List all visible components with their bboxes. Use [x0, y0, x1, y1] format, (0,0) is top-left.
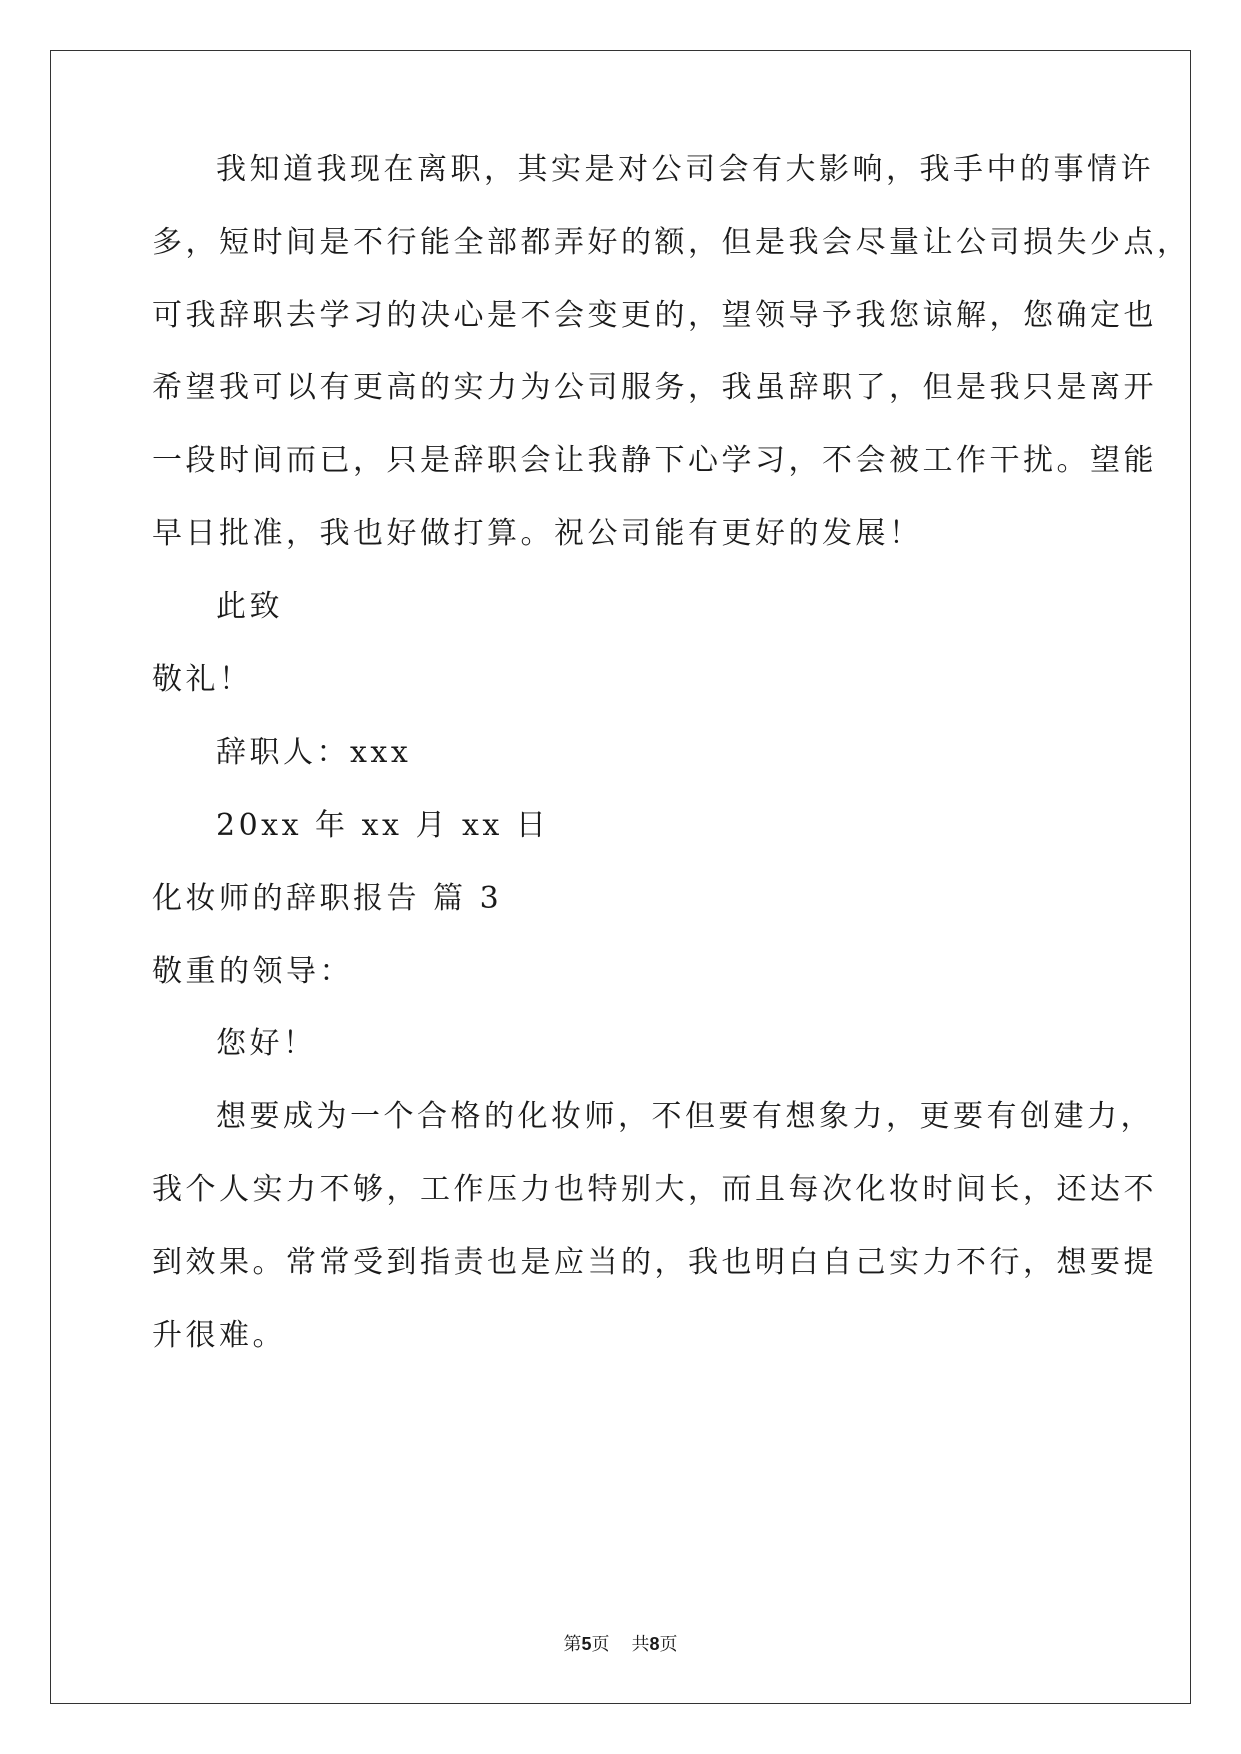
- page-total: 8: [649, 1634, 660, 1654]
- paragraph-line: 一段时间而已，只是辞职会让我静下心学习，不会被工作干扰。望能: [152, 443, 1157, 478]
- paragraph-line: 我知道我现在离职，其实是对公司会有大影响，我手中的事情许: [216, 152, 1154, 187]
- letter-greeting: 敬重的领导：: [152, 954, 353, 989]
- letter-hello: 您好！: [216, 1026, 317, 1061]
- paragraph-line: 想要成为一个合格的化妆师，不但要有想象力，更要有创建力，: [216, 1099, 1154, 1134]
- paragraph-line: 希望我可以有更高的实力为公司服务，我虽辞职了，但是我只是离开: [152, 370, 1157, 405]
- paragraph-line: 升很难。: [152, 1318, 286, 1353]
- page-suffix: 页: [591, 1634, 610, 1655]
- paragraph-line: 我个人实力不够，工作压力也特别大，而且每次化妆时间长，还达不: [152, 1172, 1157, 1207]
- total-prefix: 共: [631, 1634, 650, 1655]
- page-footer: [0, 1632, 1241, 1657]
- paragraph-line: 早日批准，我也好做打算。祝公司能有更好的发展！: [152, 516, 923, 551]
- closing-regards: 敬礼！: [152, 662, 253, 697]
- paragraph-line: 多，短时间是不行能全部都弄好的额，但是我会尽量让公司损失少点，: [152, 225, 1191, 260]
- paragraph-line: 可我辞职去学习的决心是不会变更的，望领导予我您谅解，您确定也: [152, 298, 1157, 333]
- page-prefix: 第: [563, 1634, 582, 1655]
- total-suffix: 页: [659, 1634, 678, 1655]
- paragraph-line: 到效果。常常受到指责也是应当的，我也明白自己实力不行，想要提: [152, 1245, 1157, 1280]
- section-heading: 化妆师的辞职报告 篇 3: [152, 881, 503, 916]
- signature-date: 20xx 年 xx 月 xx 日: [216, 808, 550, 843]
- closing-salutation: 此致: [216, 589, 283, 624]
- page-current: 5: [581, 1634, 592, 1654]
- signature-name: 辞职人：xxx: [216, 735, 412, 770]
